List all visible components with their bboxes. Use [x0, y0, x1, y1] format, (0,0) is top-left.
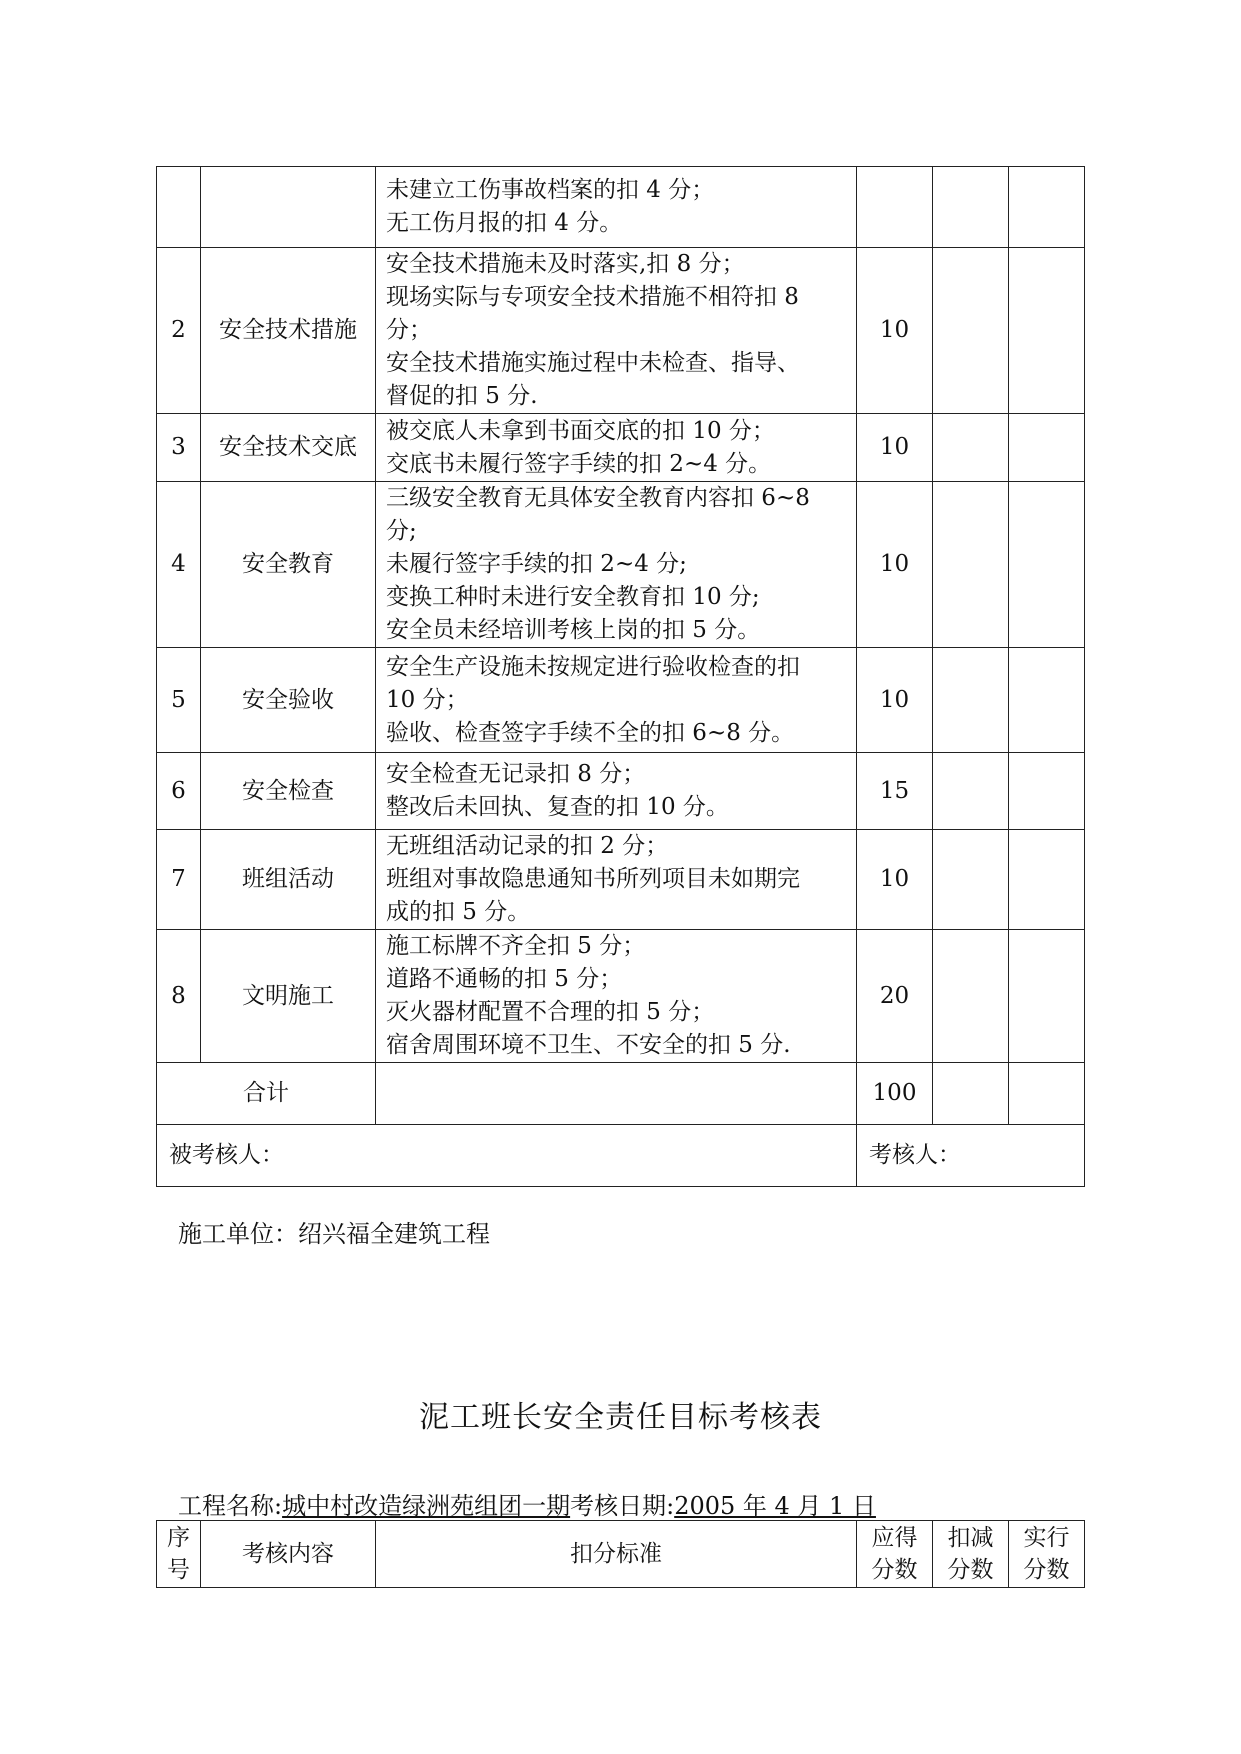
total-actual-cell	[1009, 1063, 1085, 1125]
table-row	[157, 830, 1085, 930]
actual-score-cell	[1009, 648, 1085, 753]
criteria-line: 被交底人未拿到书面交底的扣 10 分；	[386, 417, 775, 444]
criteria-line: 安全生产设施未按规定进行验收检查的扣	[386, 653, 800, 680]
row-number: 2	[157, 248, 201, 414]
header-line: 分数	[947, 1557, 994, 1583]
actual-score-cell	[1009, 830, 1085, 930]
criteria-line: 验收、检查签字手续不全的扣 6~8 分。	[386, 719, 795, 746]
header-criteria: 扣分标准	[376, 1521, 857, 1588]
assessment-item: 安全技术措施	[201, 248, 376, 414]
criteria-line: 分；	[386, 317, 432, 343]
header-no	[157, 1521, 201, 1588]
criteria-line: 班组对事故隐患通知书所列项目未如期完	[386, 866, 800, 892]
criteria-line: 无工伤月报的扣 4 分。	[386, 210, 623, 236]
deducted-score-cell	[933, 167, 1009, 248]
full-score: 15	[857, 753, 933, 830]
header-line: 扣减	[947, 1525, 994, 1551]
criteria-line: 道路不通畅的扣 5 分；	[386, 966, 623, 992]
header-no-line: 号	[167, 1557, 190, 1583]
header-item: 考核内容	[201, 1521, 376, 1588]
deducted-score-cell	[933, 930, 1009, 1063]
actual-score-cell	[1009, 753, 1085, 830]
row-number	[157, 167, 201, 248]
full-score: 10	[857, 648, 933, 753]
deducted-score-cell	[933, 830, 1009, 930]
deduction-criteria	[376, 167, 857, 248]
project-label: 工程名称:	[178, 1492, 283, 1520]
examiner-signature: 考核人：	[857, 1125, 1085, 1187]
deducted-score-cell	[933, 248, 1009, 414]
assessment-item: 安全教育	[201, 482, 376, 648]
signature-row	[157, 1125, 1085, 1187]
full-score: 10	[857, 248, 933, 414]
full-score: 10	[857, 482, 933, 648]
row-number: 4	[157, 482, 201, 648]
date-label: 考核日期:	[570, 1492, 675, 1520]
criteria-line: 未履行签字手续的扣 2~4 分;	[386, 551, 687, 577]
construction-unit: 施工单位：绍兴福全建筑工程	[178, 1220, 490, 1248]
full-score	[857, 167, 933, 248]
criteria-line: 安全检查无记录扣 8 分；	[386, 761, 646, 787]
deduction-criteria	[376, 830, 857, 930]
assessment-item: 安全验收	[201, 648, 376, 753]
actual-score-cell	[1009, 930, 1085, 1063]
header-line: 应得	[871, 1525, 918, 1551]
row-number: 8	[157, 930, 201, 1063]
assessment-item: 安全检查	[201, 753, 376, 830]
total-label: 合计	[157, 1063, 376, 1125]
criteria-line: 宿舍周围环境不卫生、不安全的扣 5 分.	[386, 1032, 791, 1058]
assessment-table	[156, 166, 1085, 1187]
total-deducted-cell	[933, 1063, 1009, 1125]
row-number: 3	[157, 414, 201, 482]
deducted-score-cell	[933, 753, 1009, 830]
table-row	[157, 930, 1085, 1063]
total-criteria-cell	[376, 1063, 857, 1125]
full-score: 10	[857, 830, 933, 930]
assessment-item	[201, 167, 376, 248]
deducted-score-cell	[933, 414, 1009, 482]
header-line: 分数	[1023, 1557, 1070, 1583]
criteria-line: 10 分；	[386, 686, 469, 713]
deduction-criteria	[376, 930, 857, 1063]
actual-score-cell	[1009, 482, 1085, 648]
header-actual-score	[1009, 1521, 1085, 1588]
header-line: 实行	[1023, 1525, 1070, 1551]
deduction-criteria	[376, 248, 857, 414]
row-number: 5	[157, 648, 201, 753]
table-row	[157, 167, 1085, 248]
criteria-line: 未建立工伤事故档案的扣 4 分；	[386, 177, 715, 203]
assessment-item: 班组活动	[201, 830, 376, 930]
project-name: 城中村改造绿洲苑组团一期	[282, 1492, 571, 1520]
examinee-signature: 被考核人：	[157, 1125, 857, 1187]
deducted-score-cell	[933, 482, 1009, 648]
criteria-line: 安全员未经培训考核上岗的扣 5 分。	[386, 617, 761, 643]
deduction-criteria	[376, 648, 857, 753]
full-score: 20	[857, 930, 933, 1063]
criteria-line: 安全技术措施未及时落实,扣 8 分；	[386, 251, 745, 277]
actual-score-cell	[1009, 167, 1085, 248]
header-no-line: 序	[167, 1525, 190, 1551]
table-row	[157, 414, 1085, 482]
header-row	[157, 1521, 1085, 1588]
table-row	[157, 648, 1085, 753]
criteria-line: 交底书未履行签字手续的扣 2~4 分。	[386, 450, 772, 477]
full-score: 10	[857, 414, 933, 482]
row-number: 7	[157, 830, 201, 930]
criteria-line: 灭火器材配置不合理的扣 5 分；	[386, 999, 715, 1025]
criteria-line: 无班组活动记录的扣 2 分；	[386, 833, 669, 859]
criteria-line: 三级安全教育无具体安全教育内容扣 6~8	[386, 485, 810, 511]
criteria-line: 整改后未回执、复查的扣 10 分。	[386, 794, 729, 820]
table-row	[157, 248, 1085, 414]
criteria-line: 成的扣 5 分。	[386, 899, 531, 925]
table-row	[157, 482, 1085, 648]
page-title: 泥工班长安全责任目标考核表	[419, 1400, 822, 1435]
deduction-criteria	[376, 753, 857, 830]
criteria-line: 安全技术措施实施过程中未检查、指导、	[386, 350, 800, 376]
deducted-score-cell	[933, 648, 1009, 753]
row-number: 6	[157, 753, 201, 830]
assessment-date: 2005 年 4 月 1 日	[674, 1492, 876, 1520]
header-table	[156, 1520, 1085, 1588]
criteria-line: 督促的扣 5 分.	[386, 383, 538, 409]
actual-score-cell	[1009, 248, 1085, 414]
criteria-line: 现场实际与专项安全技术措施不相符扣 8	[386, 284, 799, 310]
deduction-criteria	[376, 482, 857, 648]
criteria-line: 变换工种时未进行安全教育扣 10 分;	[386, 584, 760, 610]
table-row	[157, 753, 1085, 830]
total-full-score: 100	[857, 1063, 933, 1125]
header-deducted-score	[933, 1521, 1009, 1588]
header-full-score	[857, 1521, 933, 1588]
assessment-item: 安全技术交底	[201, 414, 376, 482]
deduction-criteria	[376, 414, 857, 482]
criteria-line: 施工标牌不齐全扣 5 分；	[386, 933, 646, 959]
actual-score-cell	[1009, 414, 1085, 482]
assessment-item: 文明施工	[201, 930, 376, 1063]
total-row	[157, 1063, 1085, 1125]
project-meta	[178, 1486, 876, 1521]
header-line: 分数	[871, 1557, 918, 1583]
criteria-line: 分;	[386, 518, 417, 544]
